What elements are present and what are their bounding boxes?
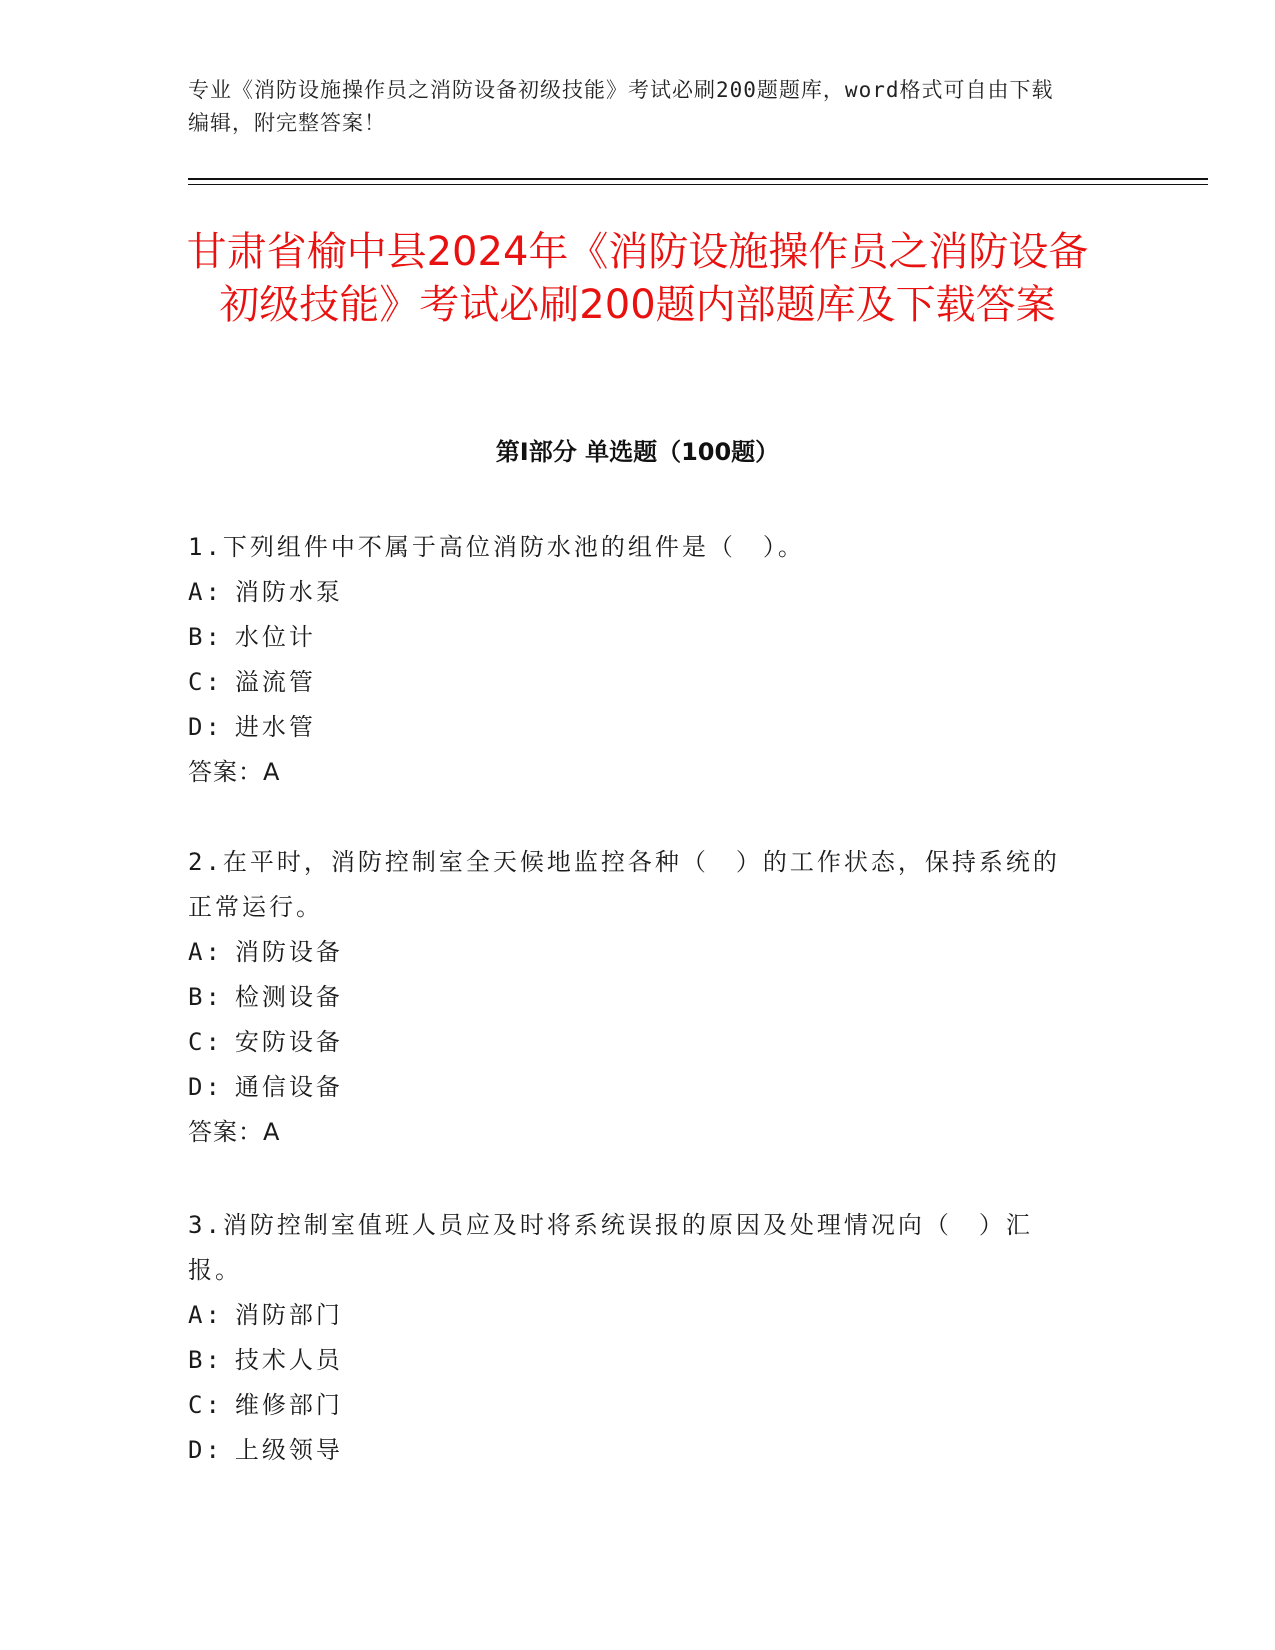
option-b [188,1338,1068,1383]
option-key: D: [188,713,223,741]
option-key: C: [188,1028,223,1056]
option-key: C: [188,1391,223,1419]
header-divider-thick [188,178,1208,180]
answer-line: 答案：A [188,758,281,786]
question-2 [188,840,1068,1155]
option-a [188,570,1068,615]
answer-line: 答案：A [188,1118,281,1146]
option-key: A: [188,1301,223,1329]
option-text: 进水管 [234,713,316,741]
header-divider-thin [188,184,1208,185]
option-a [188,1293,1068,1338]
option-key: A: [188,578,223,606]
option-b [188,975,1068,1020]
option-text: 消防部门 [234,1301,343,1329]
option-key: D: [188,1073,223,1101]
option-b [188,615,1068,660]
question-stem: 2.在平时，消防控制室全天候地监控各种（ ）的工作状态，保持系统的正常运行。 [188,848,1060,921]
header-note: 专业《消防设施操作员之消防设备初级技能》考试必刷200题题库，word格式可自由下载编辑，附完整答案！ [188,78,1054,135]
option-text: 溢流管 [234,668,316,696]
option-text: 上级领导 [234,1436,343,1464]
option-text: 安防设备 [234,1028,343,1056]
question-stem: 3.消防控制室值班人员应及时将系统误报的原因及处理情况向（ ）汇报。 [188,1211,1033,1284]
option-c [188,1383,1068,1428]
section-heading: 第Ⅰ部分 单选题（100题） [495,438,780,466]
document-title: 甘肃省榆中县2024年《消防设施操作员之消防设备初级技能》考试必刷200题内部题库及下载答案 [186,229,1089,328]
option-text: 通信设备 [234,1073,343,1101]
option-key: A: [188,938,223,966]
option-d [188,1065,1068,1110]
option-key: D: [188,1436,223,1464]
option-key: B: [188,983,223,1011]
option-key: B: [188,1346,223,1374]
option-text: 水位计 [234,623,316,651]
option-d [188,1428,1068,1473]
option-c [188,660,1068,705]
option-text: 技术人员 [234,1346,343,1374]
option-text: 消防设备 [234,938,343,966]
option-text: 检测设备 [234,983,343,1011]
option-key: B: [188,623,223,651]
option-text: 维修部门 [234,1391,343,1419]
option-a [188,930,1068,975]
question-1 [188,525,1068,795]
question-stem: 1.下列组件中不属于高位消防水池的组件是（ ）。 [188,533,805,561]
option-text: 消防水泵 [234,578,343,606]
question-3 [188,1203,1068,1473]
option-c [188,1020,1068,1065]
option-key: C: [188,668,223,696]
option-d [188,705,1068,750]
